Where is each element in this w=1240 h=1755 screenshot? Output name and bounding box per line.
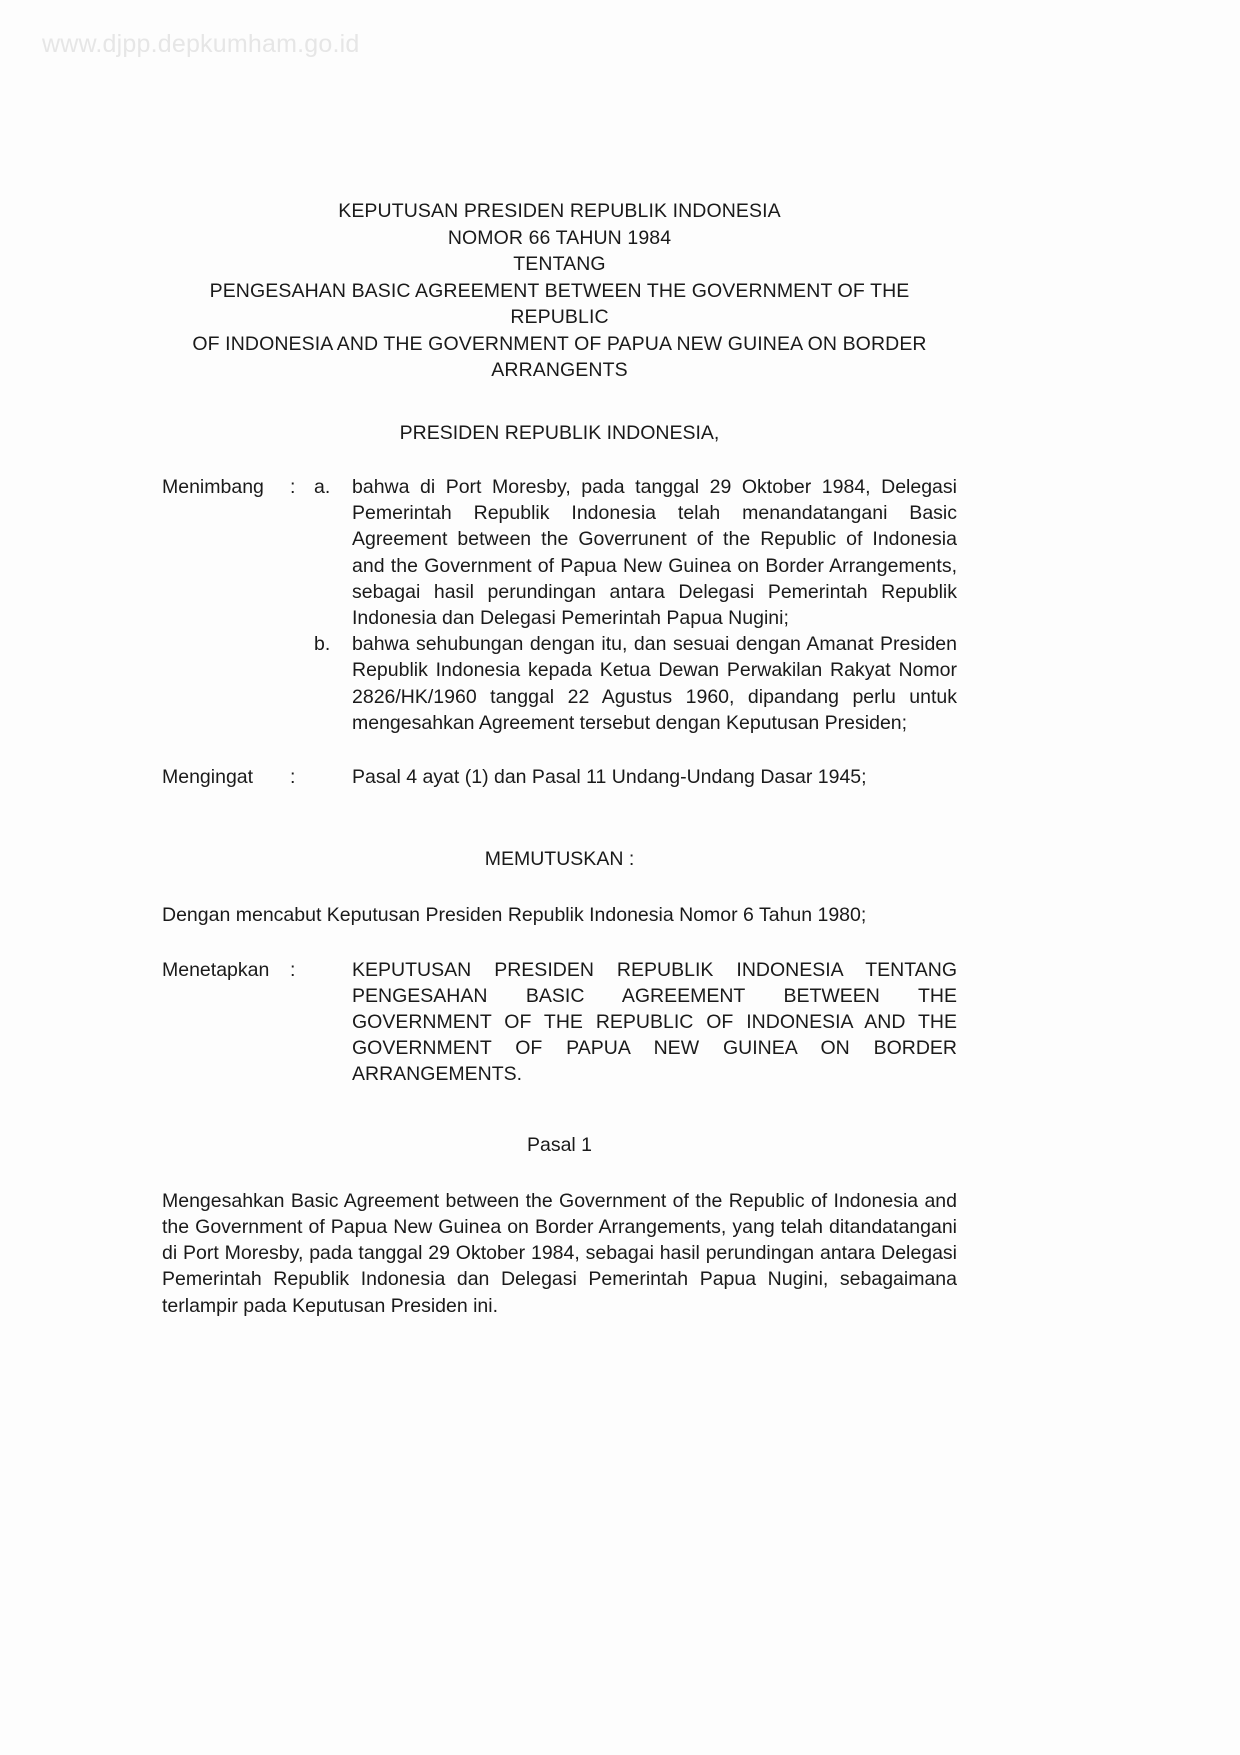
considering-item-a-text: bahwa di Port Moresby, pada tanggal 29 Oktober 1984, Delegasi Pemerintah Republik Indonesia telah menandatangani Basic Agreement between the Goverrunent of the Republic of Indonesia and the Government of Papua New Guinea on Border Arrangements, sebagai hasil perundingan antara Delegasi Pemerintah Republik Indonesia dan Delegasi Pemerintah Papua Nugini;: [352, 476, 957, 630]
article-heading: Pasal 1: [526, 1133, 593, 1156]
considering-label: Menimbang: [162, 476, 264, 498]
revocation-paragraph: Dengan mencabut Keputusan Presiden Republik Indonesia Nomor 6 Tahun 1980;: [162, 904, 867, 927]
considering-item-b-marker: b.: [314, 633, 331, 656]
document-subtitle: PRESIDEN REPUBLIK INDONESIA,: [399, 421, 720, 444]
title-line-3: TENTANG: [513, 253, 606, 275]
article-body: Mengesahkan Basic Agreement between the Government of the Republic of Indonesia and the Government of Papua New Guinea on Border Arrangements, yang telah ditandatangani di Port Moresby, pada tanggal 29 Oktober 1984, sebagai hasil perundingan antara Delegasi Pemerintah Republik Indonesia dan Delegasi Pemerintah Papua Nugini, sebagaimana terlampir pada Keputusan Presiden ini.: [162, 1189, 957, 1317]
considering-item-b: [314, 631, 957, 736]
recalling-colon: :: [290, 766, 296, 789]
establishing-text: KEPUTUSAN PRESIDEN REPUBLIK INDONESIA TENTANG PENGESAHAN BASIC AGREEMENT BETWEEN THE GOVERNMENT OF THE REPUBLIC OF INDONESIA AND THE GOVERNMENT OF PAPUA NEW GUINEA ON BORDER ARRANGEMENTS.: [352, 958, 957, 1086]
establishing-label: Menetapkan: [162, 958, 270, 981]
considering-item-a-marker: a.: [314, 476, 331, 498]
title-line-1: KEPUTUSAN PRESIDEN REPUBLIK INDONESIA: [338, 200, 781, 222]
considering-item-b-text: bahwa sehubungan dengan itu, dan sesuai dengan Amanat Presiden Republik Indonesia kepada Ketua Dewan Perwakilan Rakyat Nomor 2826/HK/1960 tanggal 22 Agustus 1960, dipandang perlu untuk mengesahkan Agreement tersebut dengan Keputusan Presiden;: [352, 633, 957, 734]
recalling-label: Mengingat: [162, 766, 254, 789]
recalling-text: Pasal 4 ayat (1) dan Pasal 11 Undang-Undang Dasar 1945;: [352, 766, 867, 789]
title-line-5: OF INDONESIA AND THE GOVERNMENT OF PAPUA NEW GUINEA ON BORDER: [192, 332, 927, 355]
decision-heading: MEMUTUSKAN :: [484, 848, 635, 871]
document-title-block: [162, 198, 957, 384]
establishing-colon: :: [290, 958, 296, 981]
considering-items: [314, 474, 957, 736]
considering-item-a: [314, 474, 957, 631]
document-content: [162, 190, 957, 1319]
title-line-4: PENGESAHAN BASIC AGREEMENT BETWEEN THE GOVERNMENT OF THE REPUBLIC: [209, 279, 910, 328]
establishing-clause: [162, 957, 957, 1088]
recalling-clause: [162, 764, 957, 790]
title-line-6: ARRANGENTS: [491, 359, 628, 381]
title-line-2: NOMOR 66 TAHUN 1984: [447, 226, 672, 249]
site-watermark: www.djpp.depkumham.go.id: [42, 30, 360, 58]
considering-clause: [162, 474, 957, 736]
considering-colon: :: [290, 476, 296, 498]
